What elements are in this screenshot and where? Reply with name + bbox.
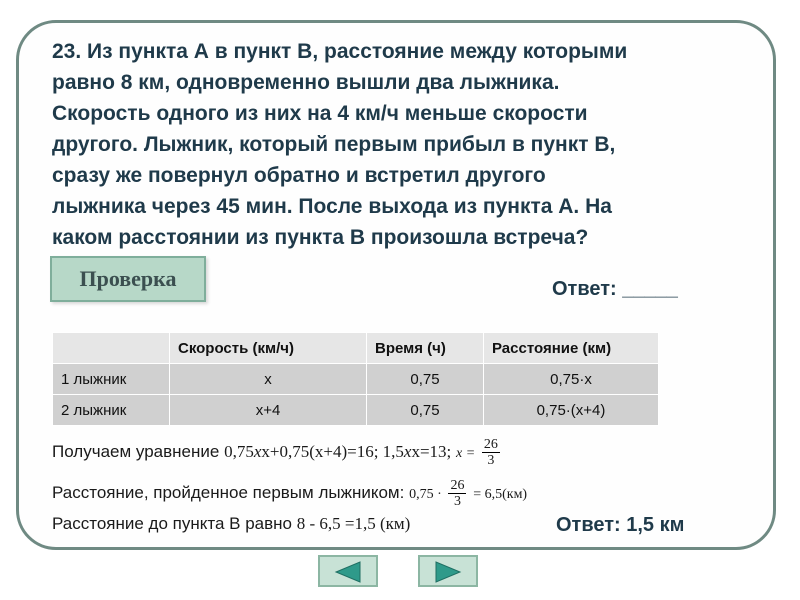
table-row	[53, 364, 659, 395]
distance-result: = 6,5(км)	[473, 486, 528, 502]
problem-line: каком расстоянии из пункта В произошла встреча?	[52, 226, 589, 249]
table-header-cell: Расстояние (км)	[484, 333, 659, 364]
triangle-right-icon	[434, 561, 462, 583]
check-button[interactable]: Проверка	[50, 256, 206, 302]
eq-part: x=13;	[411, 441, 452, 461]
table-cell: 0,75·x	[484, 364, 659, 395]
eq-x-label: x =	[456, 445, 476, 461]
remaining-formula: 8 - 6,5 =1,5 (км)	[296, 514, 411, 533]
remaining-label: Расстояние до пункта В равно	[52, 514, 292, 533]
table-header-cell: Время (ч)	[367, 333, 484, 364]
problem-line: другого. Лыжник, который первым прибыл в пункт В,	[52, 133, 616, 156]
distance-label: Расстояние, пройденное первым лыжником:	[52, 482, 405, 502]
fraction-denominator: 3	[453, 494, 461, 509]
table-cell: 1 лыжник	[53, 364, 170, 395]
problem-line: Скорость одного из них на 4 км/ч меньше скорости	[52, 102, 588, 125]
problem-statement	[52, 36, 752, 253]
fraction-numerator: 26	[450, 478, 465, 493]
fraction	[482, 437, 500, 468]
table-cell: 0,75	[367, 395, 484, 426]
eq-var: x	[403, 441, 412, 461]
eq-part: 0,75	[224, 441, 254, 461]
equation-formula	[224, 442, 451, 461]
equation-label: Получаем уравнение	[52, 441, 220, 461]
answer-blank: Ответ: _____	[552, 278, 678, 300]
table-cell: 0,75·(x+4)	[484, 395, 659, 426]
answer-final: Ответ: 1,5 км	[556, 514, 685, 536]
problem-line: сразу же повернул обратно и встретил другого	[52, 164, 546, 187]
problem-line: лыжника через 45 мин. После выхода из пункта А. На	[52, 195, 612, 218]
table-row	[53, 395, 659, 426]
eq-var: x	[253, 441, 262, 461]
next-slide-button[interactable]	[418, 555, 478, 587]
fraction-numerator: 26	[483, 437, 498, 452]
triangle-left-icon	[334, 561, 362, 583]
solution-line-equation	[52, 437, 502, 468]
solution-line-remaining	[52, 514, 410, 534]
table-cell: x+4	[170, 395, 367, 426]
previous-slide-button[interactable]	[318, 555, 378, 587]
fraction	[448, 478, 466, 509]
solution-line-distance	[52, 478, 527, 509]
problem-line: равно 8 км, одновременно вышли два лыжника.	[52, 71, 560, 94]
problem-line: 23. Из пункта А в пункт В, расстояние между которыми	[52, 40, 628, 63]
table-cell: x	[170, 364, 367, 395]
table-header-cell	[53, 333, 170, 364]
distance-prefix: 0,75 ·	[409, 486, 442, 502]
table-cell: 2 лыжник	[53, 395, 170, 426]
solution-table	[52, 332, 659, 426]
table-header-row	[53, 333, 659, 364]
table-header-cell: Скорость (км/ч)	[170, 333, 367, 364]
table-cell: 0,75	[367, 364, 484, 395]
fraction-denominator: 3	[487, 453, 495, 468]
eq-part: x+0,75(x+4)=16; 1,5	[261, 441, 404, 461]
